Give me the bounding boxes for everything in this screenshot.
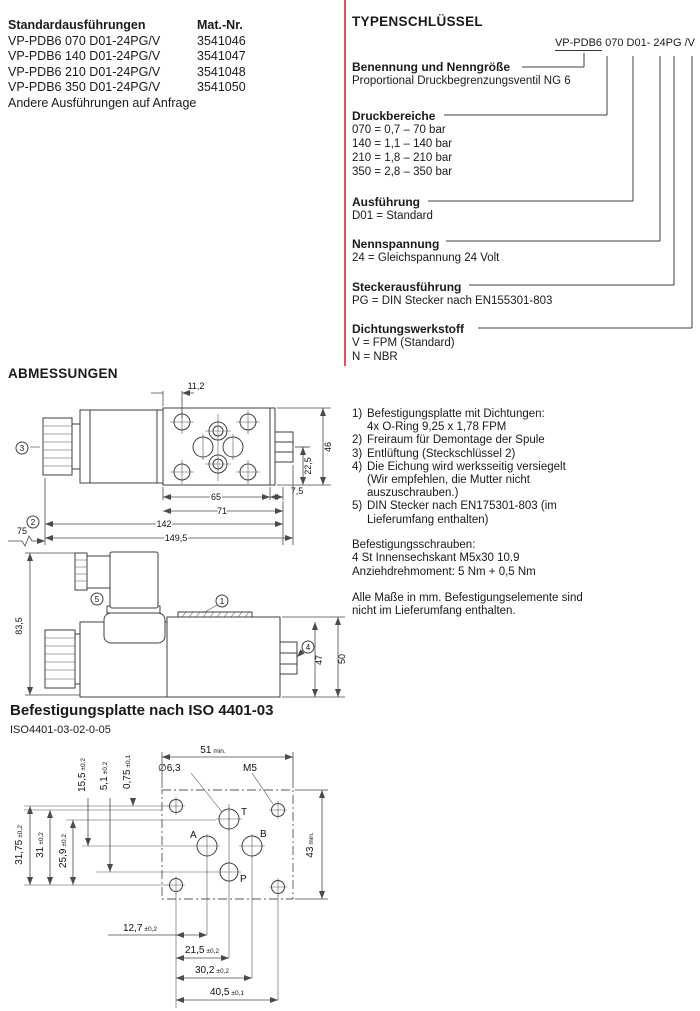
- dim-label: 40,5: [209, 987, 230, 998]
- note-number: 2): [352, 434, 363, 447]
- callout-3-label: 3: [19, 444, 25, 453]
- note-text: (Wir empfehlen, die Mutter nicht: [367, 474, 530, 487]
- dim-label: 43: [305, 846, 316, 858]
- note-text: Entlüftung (Steckschlüssel 2): [367, 447, 516, 460]
- note-line: [352, 421, 682, 434]
- dim-75: [8, 526, 45, 546]
- dim-label: 30,2: [194, 965, 215, 976]
- column-divider: [344, 0, 346, 366]
- section-line: 140 = 1,1 – 140 bar: [352, 138, 453, 150]
- dim-label: 51: [200, 745, 212, 756]
- section-line: 070 = 0,7 – 70 bar: [352, 124, 446, 136]
- dim-label: 15,5: [77, 772, 88, 793]
- mat-nr: 3541046: [197, 33, 246, 48]
- standard-versions-header: [8, 18, 343, 34]
- footer-line: nicht im Lieferumfang enthalten.: [352, 604, 516, 617]
- callout-1: [203, 595, 228, 613]
- seal-plate-strip: [178, 612, 252, 617]
- section-line: V = FPM (Standard): [352, 337, 455, 349]
- footer-line: Alle Maße in mm. Befestigungselemente sind: [352, 592, 583, 604]
- upper-dims: [77, 755, 133, 872]
- note-line: [352, 461, 682, 474]
- callout-4: [297, 641, 314, 657]
- note-number: 1): [352, 408, 363, 420]
- callout-2-label: 2: [30, 518, 36, 527]
- svg-text:30,2±0,2: [195, 965, 229, 976]
- type-code: VP-PDB6 350 D01-24PG/V: [8, 80, 161, 94]
- mounting-screws-info: [352, 539, 682, 579]
- note-number: 3): [352, 447, 363, 460]
- svg-text:31±0,2: [35, 832, 46, 858]
- dim-label: 5,1: [99, 776, 110, 791]
- note-number: 4): [352, 460, 363, 473]
- dim-tolerance: ±0,2: [61, 833, 68, 847]
- dim-label: 7,5: [290, 486, 304, 496]
- table-row: [8, 65, 343, 81]
- typekey-code: [555, 37, 695, 49]
- mounting-plate-title: Befestigungsplatte nach ISO 4401-03: [10, 702, 274, 719]
- note-number: [352, 421, 367, 434]
- standard-versions-table: [8, 18, 343, 111]
- dim-51min: [162, 745, 293, 788]
- type-code: VP-PDB6 070 D01-24PG/V: [8, 33, 161, 48]
- adjustment-nut-top: [275, 432, 293, 462]
- coil-top: [80, 410, 163, 483]
- dim-label: 149,5: [164, 533, 188, 543]
- dim-label: 0,75: [122, 769, 133, 790]
- table-row: [8, 49, 343, 65]
- note-line: [352, 448, 682, 461]
- left-dims: [14, 806, 73, 885]
- mounting-plate-subtitle: ISO4401-03-02-0-05: [10, 724, 111, 736]
- typekey-section-benennung: [352, 60, 652, 88]
- note-number: [352, 474, 367, 487]
- note-text: DIN Stecker nach EN175301-803 (im: [367, 500, 557, 513]
- dim-label: 11,2: [187, 381, 205, 391]
- other-versions-note: Andere Ausführungen auf Anfrage: [8, 95, 197, 110]
- dim-label: 75: [16, 526, 28, 536]
- dim-label: 47: [314, 654, 324, 666]
- section-line: 350 = 2,8 – 350 bar: [352, 166, 453, 178]
- note-line: [352, 500, 682, 513]
- dim-label: 12,7: [122, 923, 143, 934]
- svg-text:0,75±0,1: [122, 755, 133, 789]
- callout-4-label: 4: [305, 643, 311, 652]
- note-text: 4x O-Ring 9,25 x 1,78 FPM: [367, 421, 507, 434]
- dim-tolerance: ±0,2: [17, 825, 24, 838]
- dim-label: 31: [35, 846, 46, 858]
- dim-7-5: [270, 486, 303, 500]
- svg-text:31,75±0,2: [14, 825, 25, 865]
- dim-label: 65: [210, 492, 222, 502]
- mat-nr: 3541048: [197, 64, 246, 79]
- screws-line: Befestigungsschrauben:: [352, 539, 476, 551]
- note-line: [352, 514, 682, 527]
- section-heading: Druckbereiche: [352, 109, 436, 123]
- callout-3: [16, 442, 28, 454]
- note-text: Freiraum für Demontage der Spule: [367, 434, 545, 447]
- dim-label: 46: [323, 441, 333, 453]
- m5-label: M5: [243, 763, 257, 774]
- section-heading: Nennspannung: [352, 237, 440, 251]
- connector-joiner: [87, 556, 110, 588]
- valve-drawings: [0, 382, 350, 700]
- dim-65: [163, 487, 270, 502]
- typekey-section-nennspannung: [352, 237, 652, 265]
- cable-gland: [75, 553, 87, 590]
- note-number: [352, 487, 367, 500]
- hole-labels: [158, 763, 273, 812]
- typekey-code-base: VP-PDB6: [554, 37, 603, 49]
- dim-tolerance: ±0,2: [144, 926, 158, 933]
- section-heading: Ausführung: [352, 195, 420, 209]
- note-text: auszuschrauben.): [367, 487, 459, 500]
- screws-line: 4 St Innensechskant M5x30 10.9: [352, 552, 520, 565]
- dim-label: 50: [337, 653, 347, 665]
- mounting-plate-drawing: [0, 745, 350, 1011]
- dim-tolerance: ±0,2: [216, 968, 230, 975]
- connector-boot: [104, 613, 165, 643]
- diameter-label: ∅6,3: [158, 763, 181, 774]
- note-number: [352, 514, 367, 527]
- section-heading: Dichtungswerkstoff: [352, 322, 465, 336]
- dim-label: 31,75: [14, 839, 25, 865]
- svg-text:40,5±0,1: [210, 987, 244, 998]
- section-line: 24 = Gleichspannung 24 Volt: [352, 252, 500, 264]
- knob-top: [43, 418, 72, 475]
- callout-1-label: 1: [219, 597, 225, 606]
- port-label-a: A: [190, 830, 197, 841]
- port-label-b: B: [260, 829, 267, 840]
- section-line: D01 = Standard: [352, 210, 433, 222]
- dim-142: [27, 478, 283, 545]
- dim-tolerance: ±0,2: [80, 757, 87, 771]
- section-line: PG = DIN Stecker nach EN155301-803: [352, 295, 553, 307]
- dim-label: 25,9: [58, 848, 69, 869]
- screws-line: Anziehdrehmoment: 5 Nm + 0,5 Nm: [352, 565, 536, 578]
- dim-tolerance: ±0,2: [38, 832, 45, 845]
- note-text: Lieferumfang enthalten): [367, 513, 489, 526]
- dim-43min: [295, 790, 328, 899]
- dim-suffix: min.: [308, 832, 315, 845]
- note-line: [352, 434, 682, 447]
- mat-nr: 3541047: [197, 49, 246, 63]
- dim-label: 83,5: [14, 617, 24, 635]
- section-line: Proportional Druckbegrenzungsventil NG 6: [352, 75, 571, 87]
- svg-text:21,5±0,2: [185, 945, 219, 956]
- typekey-section-dichtung: [352, 322, 652, 364]
- note-line: [352, 487, 682, 500]
- dim-label: 21,5: [184, 945, 205, 956]
- drawing-notes: [352, 408, 682, 527]
- valve-body-side: [167, 617, 280, 697]
- valve-side-view: [14, 552, 347, 697]
- note-text: Die Eichung wird werksseitig versiegelt: [367, 460, 566, 473]
- matnr-column-header: Mat.-Nr.: [197, 18, 243, 32]
- type-code: VP-PDB6 140 D01-24PG/V: [8, 49, 161, 63]
- svg-text:5,1±0,2: [99, 761, 110, 790]
- dim-label: 22,5: [303, 457, 313, 475]
- note-number: 5): [352, 500, 363, 513]
- note-text: Befestigungsplatte mit Dichtungen:: [367, 408, 545, 420]
- svg-text:15,5±0,2: [77, 758, 88, 792]
- abmessungen-title: ABMESSUNGEN: [8, 366, 118, 381]
- dim-suffix: min.: [213, 748, 226, 755]
- valve-body-top: [163, 408, 275, 485]
- callout-5: [91, 593, 103, 605]
- valve-top-view: [8, 381, 333, 546]
- dim-label: 71: [216, 506, 228, 516]
- mat-nr: 3541050: [197, 80, 246, 94]
- typekey-code-rest: 070 D01- 24PG /V: [602, 37, 695, 49]
- type-code: VP-PDB6 210 D01-24PG/V: [8, 64, 161, 79]
- dim-label: 142: [156, 519, 172, 529]
- callout-5-label: 5: [94, 595, 100, 604]
- port-label-t: T: [241, 807, 248, 818]
- section-heading: Benennung und Nenngröße: [352, 60, 510, 74]
- svg-text:51min.: [200, 745, 226, 756]
- section-heading: Steckerausführung: [352, 280, 462, 294]
- typekey-section-druckbereiche: [352, 109, 652, 179]
- section-line: 210 = 1,8 – 210 bar: [352, 152, 453, 164]
- svg-text:12,7±0,2: [123, 923, 157, 934]
- dim-tolerance: ±0,2: [102, 761, 109, 775]
- din-connector-body: [110, 552, 158, 608]
- standard-versions-title: Standardausführungen: [8, 18, 146, 32]
- dim-tolerance: ±0,2: [206, 948, 220, 955]
- typekey-section-ausfuehrung: [352, 195, 652, 223]
- adjustment-nut-side: [280, 642, 297, 674]
- dim-tolerance: ±0,1: [125, 754, 132, 768]
- dim-tolerance: ±0,1: [231, 990, 245, 997]
- svg-text:25,9±0,2: [58, 834, 69, 868]
- dim-22-5: [295, 447, 313, 485]
- typekey-section-stecker: [352, 280, 652, 308]
- note-line: [352, 408, 682, 421]
- table-row: [8, 34, 343, 50]
- table-row: [8, 80, 343, 96]
- typekey-title: TYPENSCHLÜSSEL: [352, 14, 483, 29]
- port-holes: [190, 807, 267, 885]
- dimensions-footer-note: [352, 592, 692, 618]
- bottom-dims: [108, 923, 278, 1000]
- port-label-p: P: [240, 874, 247, 885]
- svg-text:43min.: [305, 832, 316, 858]
- section-line: N = NBR: [352, 351, 398, 363]
- note-line: [352, 474, 682, 487]
